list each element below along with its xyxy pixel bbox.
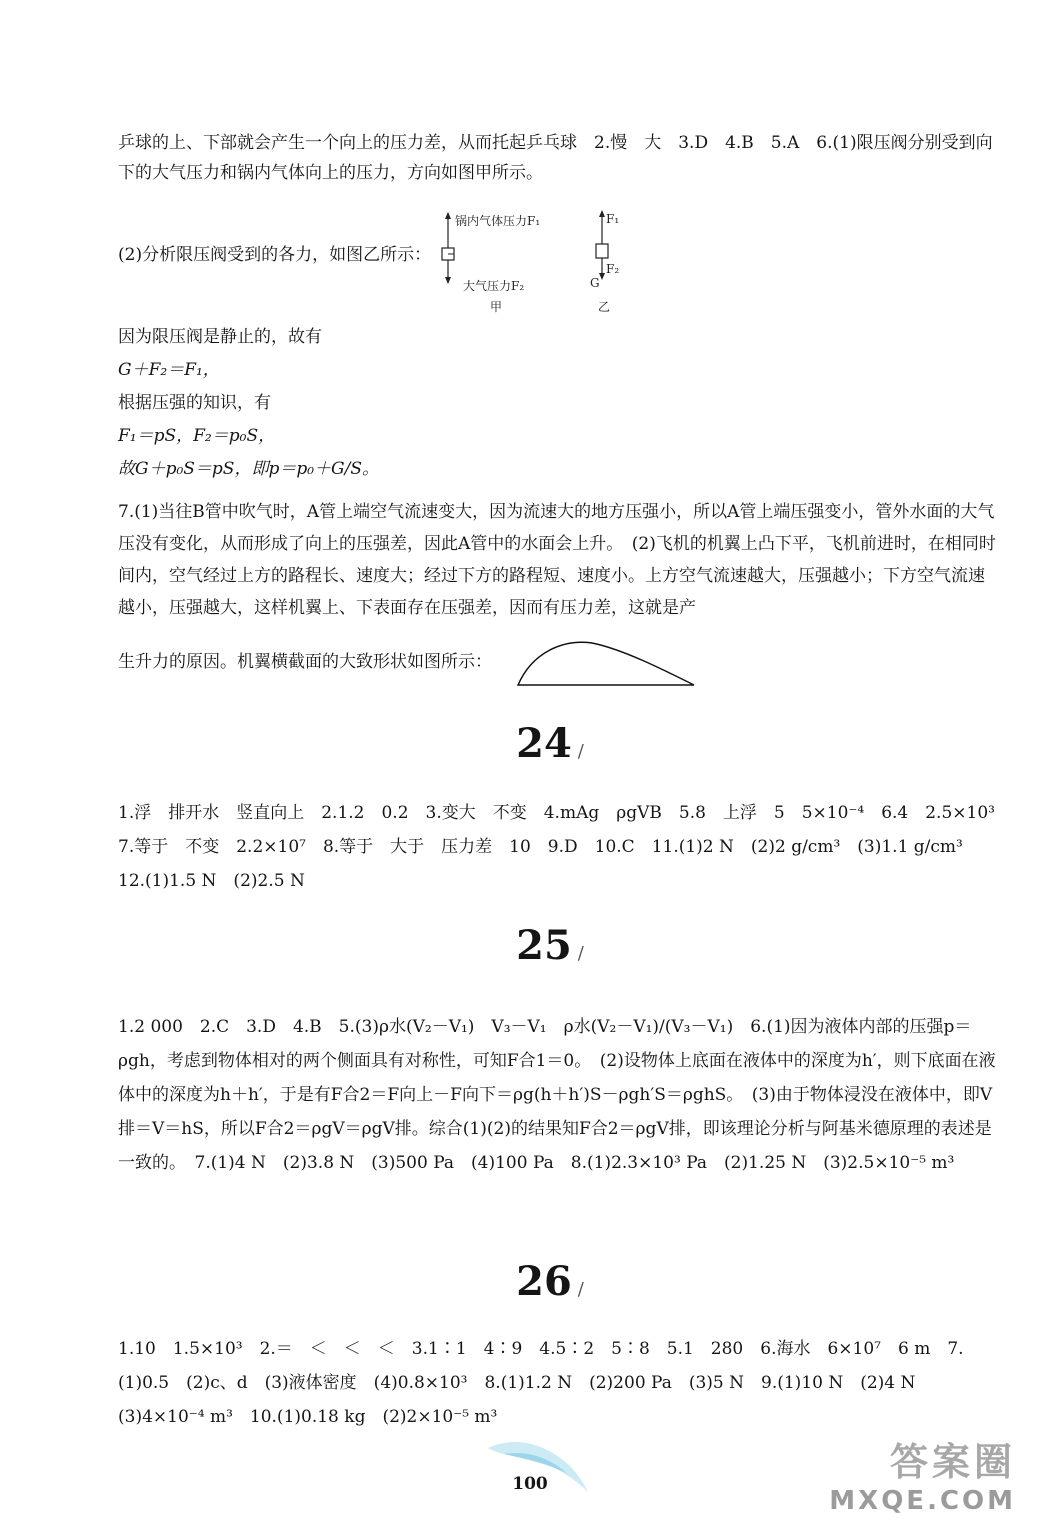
section-26-number: 26 (516, 1258, 572, 1305)
fig-b-caption: 乙 (598, 300, 611, 314)
fig-a-label-top: 锅内气体压力F₁ (455, 214, 541, 228)
section-24-slash: / (577, 741, 584, 762)
fig-a-label-bottom: 大气压力F₂ (463, 279, 525, 293)
page-number: 100 (512, 1474, 548, 1494)
derivation-line-3: 根据压强的知识，有 (118, 393, 271, 413)
watermark (829, 1431, 1016, 1516)
intro-paragraph-1: 乒球的上、下部就会产生一个向上的压力差，从而托起乒乓球 2.慢 大 3.D 4.B 5.A 6.(1)限压阀分别受到向下的大气压力和锅内气体向上的压力，方向如图甲所示。 (118, 133, 993, 183)
fig-b-label-g: G (590, 276, 600, 290)
derivation-line-2: G＋F₂＝F₁， (118, 360, 220, 380)
section-26-slash: / (577, 1279, 584, 1300)
section-24-answers: 1.浮 排开水 竖直向上 2.1.2 0.2 3.变大 不变 4.mAg ρgVB 5.8 上浮 5 5×10⁻⁴ 6.4 2.5×10³ 7.等于 不变 2.2×10⁷ 8.等于 大于 压力差 10 9.D 10.C 11.(1)2 N (2)2 g/cm³ (3)1.1 g/cm³ 12.(1)1.5 N (2)2.5 N (118, 803, 1012, 891)
section-26-heading (450, 1258, 650, 1305)
fig-b-label-f1: F₁ (606, 212, 620, 226)
derivation-line-1: 因为限压阀是静止的，故有 (118, 327, 322, 347)
section-24-number: 24 (516, 720, 572, 767)
section-24-heading (450, 720, 650, 767)
derivation-line-5: 故G＋p₀S＝pS，即p＝p₀＋G/S。 (118, 459, 379, 479)
watermark-url: MXQE.COM (829, 1486, 1016, 1516)
q7-paragraph: 7.(1)当往B管中吹气时，A管上端空气流速变大，因为流速大的地方压强小，所以A管上端压强变小，管外水面的大气压没有变化，从而形成了向上的压强差，因此A管中的水面会上升。 (2)飞机的机翼上凸下平，飞机前进时，在相同时间内，空气经过上方的路程长、速度大；经过下方的路程短、速度小。上方空气流速越大，压强越小；下方空气流速越小，压强越大，这样机翼上、下表面存在压强差，因而有压力差，这就是产 (118, 502, 996, 618)
fig-a-caption: 甲 (490, 300, 503, 314)
section-25-heading (450, 922, 650, 969)
fig-b-label-f2: F₂ (606, 262, 620, 276)
section-26-answers: 1.10 1.5×10³ 2.＝ ＜ ＜ ＜ 3.1∶1 4∶9 4.5∶2 5∶8 5.1 280 6.海水 6×10⁷ 6 m 7.(1)0.5 (2)c、d (3)液体密度 (4)0.8×10³ 8.(1)1.2 N (2)200 Pa (3)5 N 9.(1)10 N (2)4 N (3)4×10⁻⁴ m³ 10.(1)0.18 kg (2)2×10⁻⁵ m³ (118, 1339, 964, 1427)
watermark-logo-text: 答案圈 (889, 1440, 1016, 1484)
section-25-slash: / (577, 943, 584, 964)
q7-paragraph-last: 生升力的原因。机翼横截面的大致形状如图所示： (118, 652, 492, 672)
derivation-line-4: F₁＝pS，F₂＝p₀S， (118, 426, 276, 446)
section-25-number: 25 (516, 922, 572, 969)
wing-cross-section (512, 635, 702, 693)
section-25-answers: 1.2 000 2.C 3.D 4.B 5.(3)ρ水(V₂－V₁) V₃－V₁ ρ水(V₂－V₁)/(V₃－V₁) 6.(1)因为液体内部的压强p＝ρgh，考虑到物体相对的两个侧面具有对称性，可知F合1＝0。 (2)设物体上底面在液体中的深度为h′，则下底面在液体中的深度为h＋h′，于是有F合2＝F向上－F向下＝ρg(h＋h′)S－ρgh′S＝ρghS。 (3)由于物体浸没在液体中，即V排＝V＝hS，所以F合2＝ρgV＝ρgV排。综合(1)(2)的结果知F合2＝ρgV排，即该理论分析与阿基米德原理的表述是一致的。 7.(1)4 N (2)3.8 N (3)500 Pa (4)100 Pa 8.(1)2.3×10³ Pa (2)1.25 N (3)2.5×10⁻⁵ m³ (118, 1017, 996, 1173)
intro-paragraph-2-lead: (2)分析限压阀受到的各力，如图乙所示： (118, 245, 432, 265)
